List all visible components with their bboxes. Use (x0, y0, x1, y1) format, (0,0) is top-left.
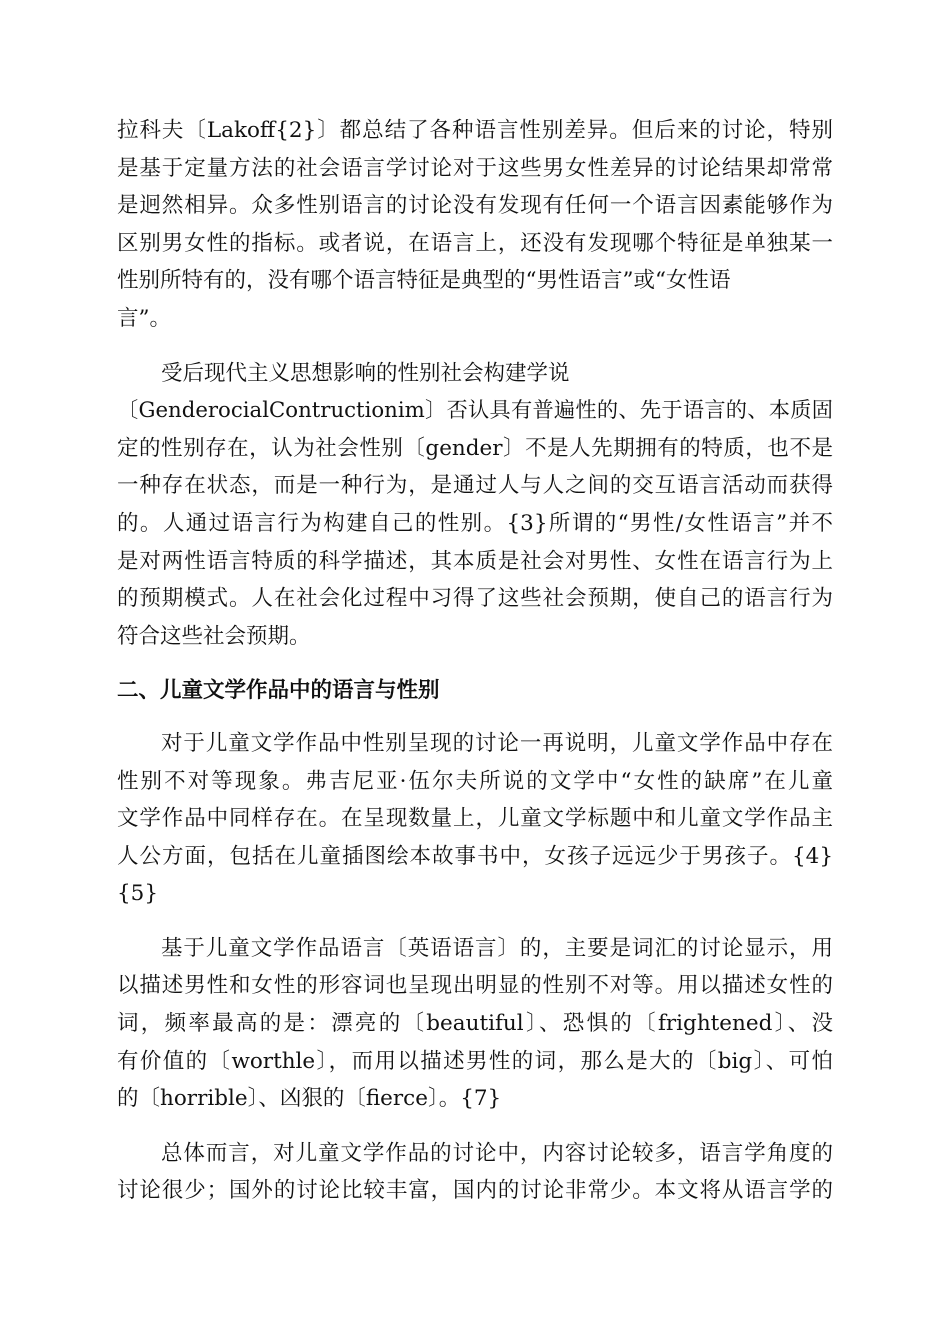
text-line: 词，频率最高的是：漂亮的〔beautiful〕、恐惧的〔frightened〕、没 (117, 1011, 833, 1037)
text-line: 性别不对等现象。弗吉尼亚·伍尔夫所说的文学中“女性的缺席”在儿童 (117, 768, 833, 794)
text-line: 性别所特有的，没有哪个语言特征是典型的“男性语言”或“女性语 (117, 268, 731, 294)
text-line: 讨论很少；国外的讨论比较丰富，国内的讨论非常少。本文将从语言学的 (117, 1178, 833, 1204)
text-line: 总体而言，对儿童文学作品的讨论中，内容讨论较多，语言学角度的 (161, 1140, 833, 1166)
text-line: 拉科夫〔Lakoff{2}〕都总结了各种语言性别差异。但后来的讨论，特别 (117, 118, 833, 143)
text-line: 基于儿童文学作品语言〔英语语言〕的，主要是词汇的讨论显示，用 (161, 935, 833, 961)
text-line: 〔GenderocialContructionim〕否认具有普遍性的、先于语言的、本质固 (117, 398, 833, 424)
text-line: 对于儿童文学作品中性别呈现的讨论一再说明，儿童文学作品中存在 (161, 730, 833, 756)
text-line: 是基于定量方法的社会语言学讨论对于这些男女性差异的讨论结果却常常 (117, 155, 833, 181)
paragraph-4 (117, 930, 833, 1118)
paragraph-2 (117, 355, 833, 656)
text-line: 区别男女性的指标。或者说，在语言上，还没有发现哪个特征是单独某一 (117, 230, 833, 256)
text-line: 一种存在状态，而是一种行为，是通过人与人之间的交互语言活动而获得 (117, 473, 833, 499)
text-line: 以描述男性和女性的形容词也呈现出明显的性别不对等。用以描述女性的 (117, 973, 833, 999)
text-line: 文学作品中同样存在。在呈现数量上，儿童文学标题中和儿童文学作品主 (117, 806, 833, 832)
text-line: 定的性别存在，认为社会性别〔gender〕不是人先期拥有的特质，也不是 (117, 435, 833, 461)
text-line: 的。人通过语言行为构建自己的性别。{3}所谓的“男性/女性语言”并不 (117, 510, 833, 536)
text-line: 是对两性语言特质的科学描述，其本质是社会对男性、女性在语言行为上 (117, 548, 833, 574)
text-line: 符合这些社会预期。 (117, 623, 311, 649)
text-line: 人公方面，包括在儿童插图绘本故事书中，女孩子远远少于男孩子。{4} (117, 843, 833, 869)
paragraph-1 (117, 112, 833, 338)
document-page (117, 112, 833, 1227)
text-line: {5} (117, 881, 159, 907)
paragraph-5 (117, 1135, 833, 1210)
text-line: 的〔horrible〕、凶狠的〔fierce〕。{7} (117, 1086, 502, 1112)
text-line: 有价值的〔worthle〕，而用以描述男性的词，那么是大的〔big〕、可怕 (117, 1048, 833, 1074)
text-line: 的预期模式。人在社会化过程中习得了这些社会预期，使自己的语言行为 (117, 586, 833, 612)
text-line: 言”。 (117, 305, 171, 331)
text-line: 受后现代主义思想影响的性别社会构建学说 (161, 360, 570, 386)
text-line: 是迥然相异。众多性别语言的讨论没有发现有任何一个语言因素能够作为 (117, 193, 833, 219)
paragraph-3 (117, 725, 833, 913)
section-heading: 二、儿童文学作品中的语言与性别 (117, 678, 440, 704)
